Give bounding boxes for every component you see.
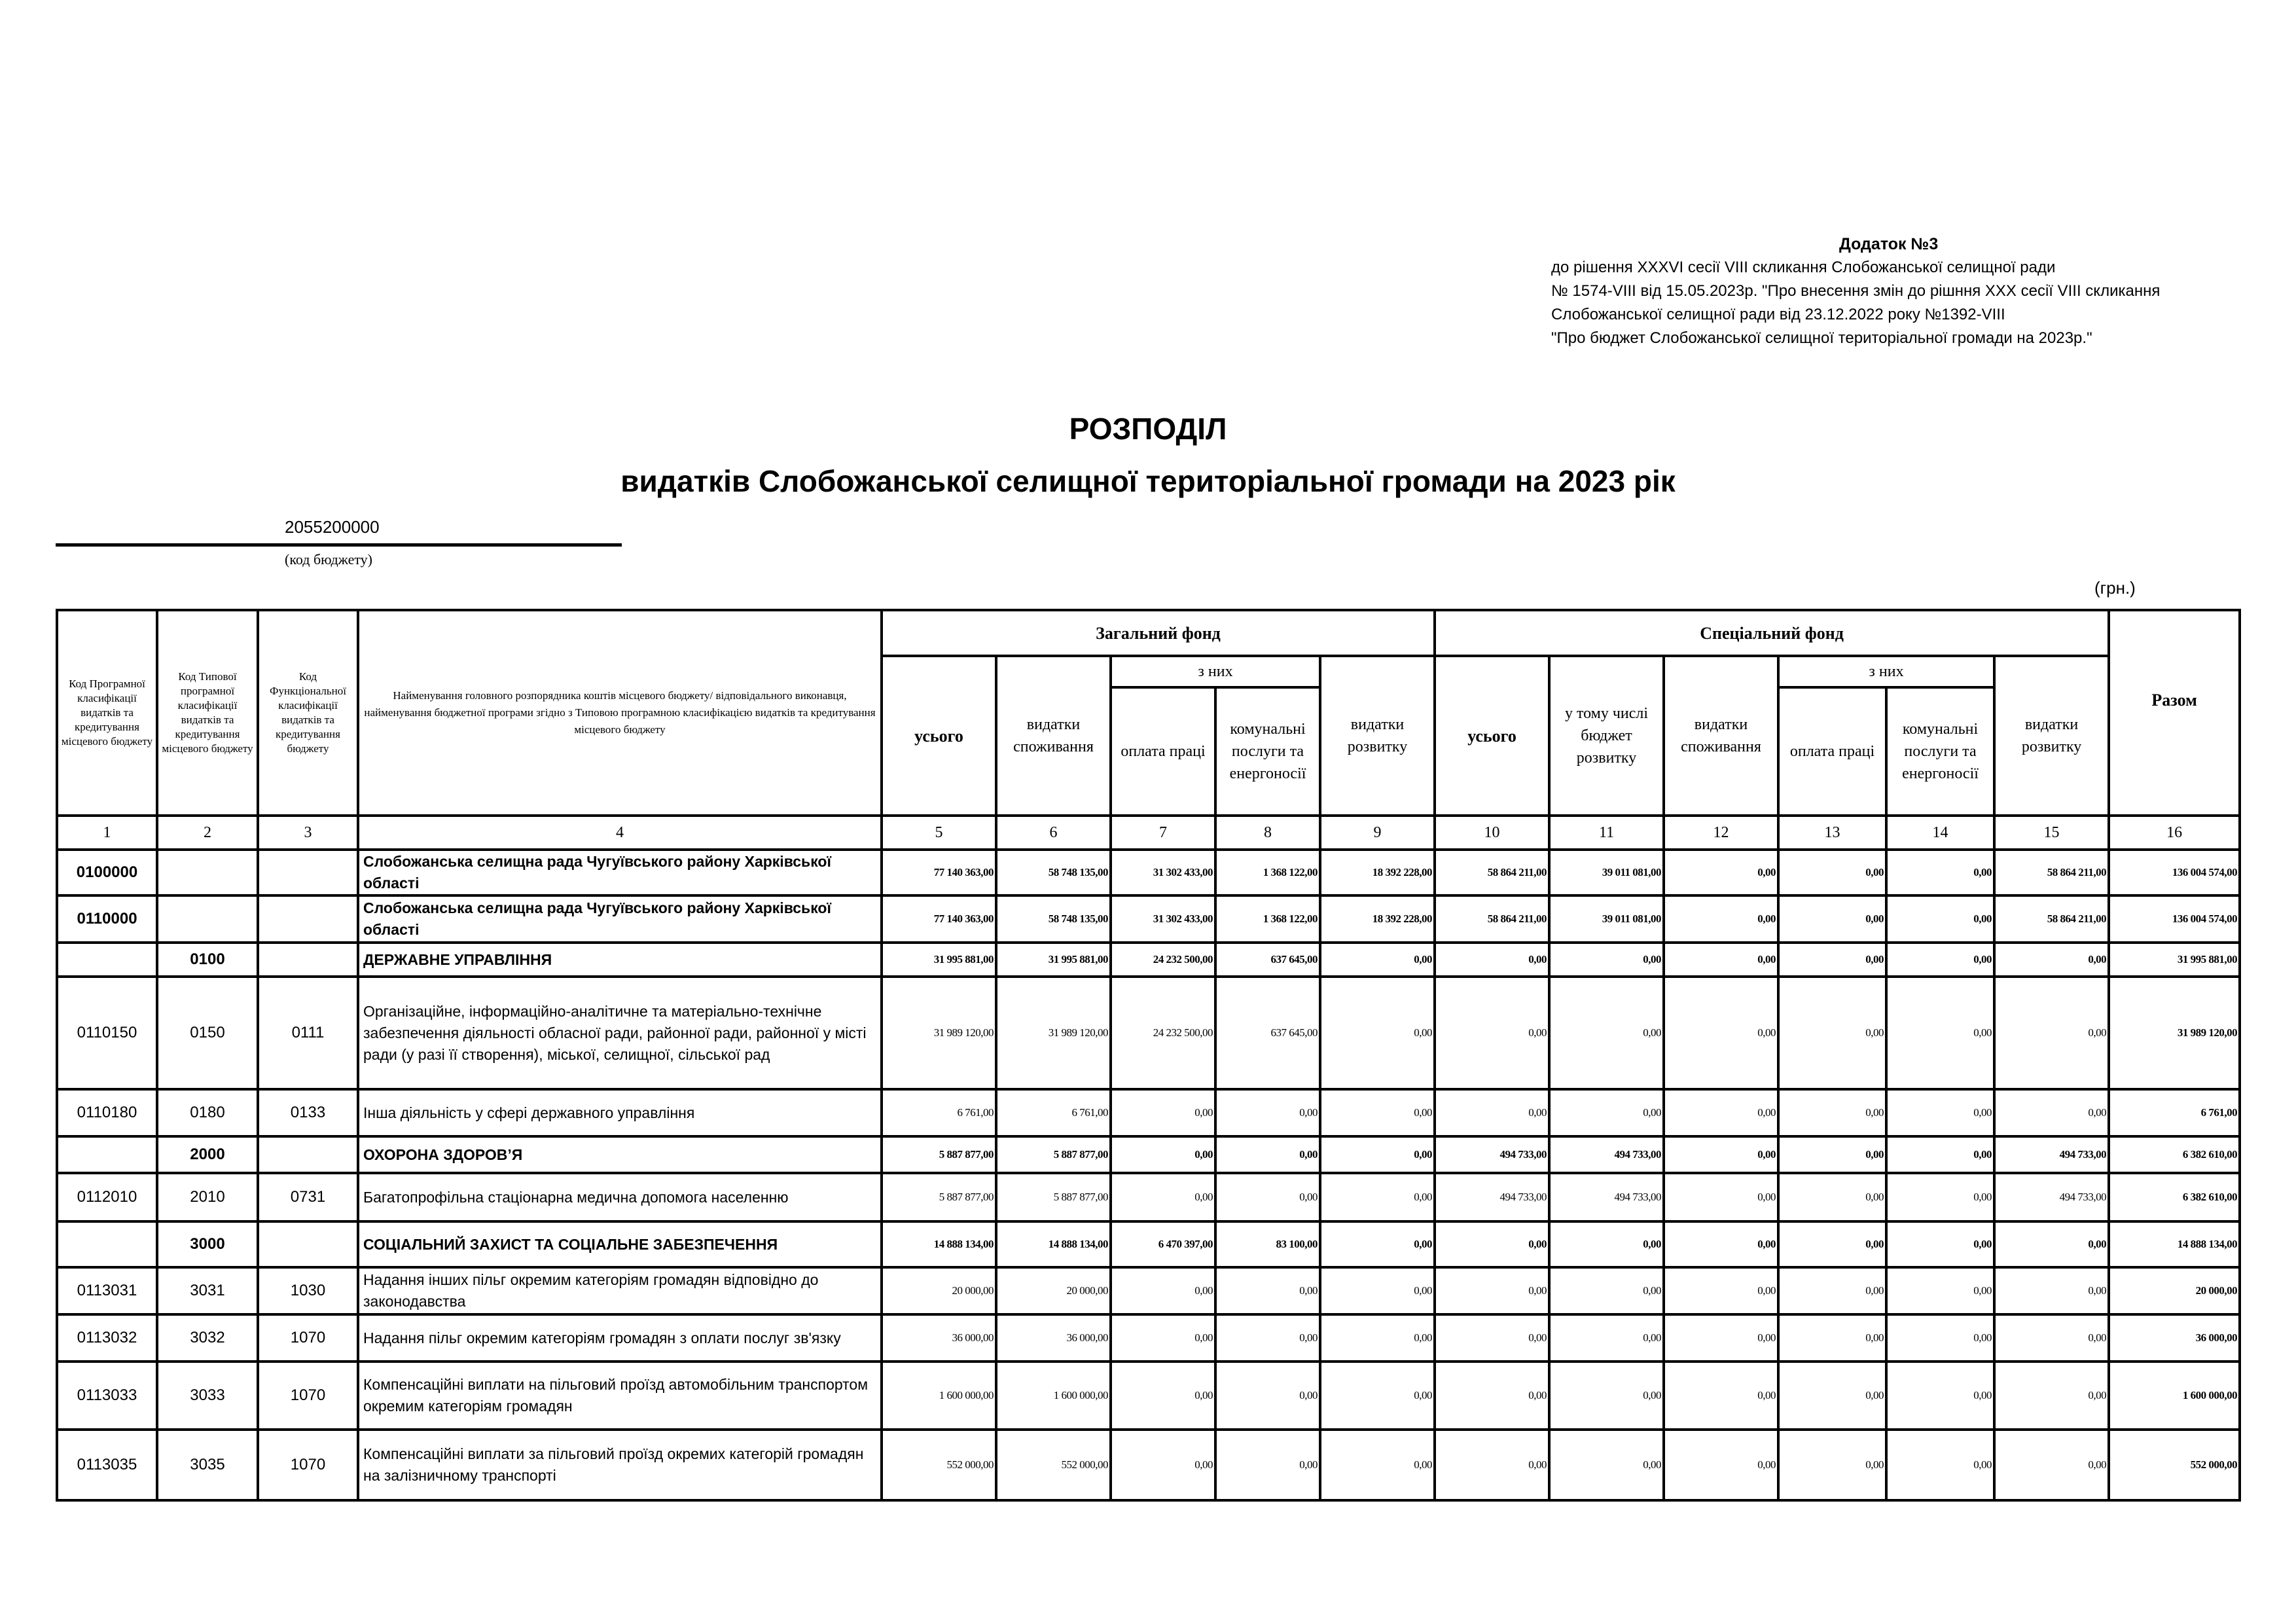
amount-cell: 0,00 [1111,1314,1215,1362]
column-number: 7 [1111,816,1215,850]
amount-cell: 0,00 [1435,1362,1549,1430]
amount-cell: 0,00 [1320,1089,1435,1136]
amount-cell: 31 302 433,00 [1111,895,1215,943]
amount-cell: 0,00 [1435,977,1549,1089]
annex-line: № 1574-VIII від 15.05.2023р. "Про внесення змін до рішння XXX сесії VIII скликання [1551,282,2161,300]
amount-cell: 0,00 [1215,1430,1320,1500]
amount-cell: 0,00 [1778,977,1886,1089]
amount-cell: 5 887 877,00 [996,1136,1111,1173]
amount-cell: 6 470 397,00 [1111,1221,1215,1267]
amount-cell: 31 989 120,00 [996,977,1111,1089]
column-number: 14 [1886,816,1994,850]
header-typical-code: Код Типової програмної класифікації видатків та кредитування місцевого бюджету [157,610,258,816]
column-number: 8 [1215,816,1320,850]
total-amount-cell: 552 000,00 [2109,1430,2240,1500]
program-name-cell: СОЦІАЛЬНИЙ ЗАХИСТ ТА СОЦІАЛЬНЕ ЗАБЕЗПЕЧЕННЯ [358,1221,882,1267]
table-row [57,850,2240,895]
program-name-cell: Компенсаційні виплати на пільговий проїзд автомобільним транспортом окремим категоріям громадян [358,1362,882,1430]
amount-cell: 58 748 135,00 [996,850,1111,895]
amount-cell: 1 368 122,00 [1215,850,1320,895]
table-row [57,1089,2240,1136]
amount-cell: 14 888 134,00 [882,1221,996,1267]
functional-code-cell [258,1136,358,1173]
amount-cell: 0,00 [1320,977,1435,1089]
column-number: 6 [996,816,1111,850]
amount-cell: 0,00 [1549,1430,1664,1500]
program-name-cell: Компенсаційні виплати за пільговий проїзд окремих категорій громадян на залізничному транспорті [358,1430,882,1500]
amount-cell: 0,00 [1215,1173,1320,1221]
amount-cell: 0,00 [1320,1136,1435,1173]
amount-cell: 58 864 211,00 [1994,850,2109,895]
header-functional-code: Код Функціональної класифікації видатків та кредитування бюджету [258,610,358,816]
header-name: Найменування головного розпорядника коштів місцевого бюджету/ відповідального виконавця, найменування бюджетної програми згідно з Типовою програмною класифікацією видатків та кредитування місцевого бюджету [358,610,882,816]
amount-cell: 31 989 120,00 [882,977,996,1089]
total-amount-cell: 36 000,00 [2109,1314,2240,1362]
header-gf-salary: оплата праці [1111,687,1215,816]
amount-cell: 0,00 [1886,1221,1994,1267]
document-subtitle: видатків Слобожанської селищної територіальної громади на 2023 рік [620,464,1676,498]
amount-cell: 0,00 [1778,1267,1886,1314]
typical-code-cell: 0150 [157,977,258,1089]
amount-cell: 0,00 [1994,1089,2109,1136]
amount-cell: 18 392 228,00 [1320,895,1435,943]
table-row [57,895,2240,943]
program-name-cell: Слобожанська селищна рада Чугуївського району Харківської області [358,895,882,943]
column-number: 13 [1778,816,1886,850]
header-gf-total: усього [882,656,996,816]
amount-cell: 0,00 [1549,977,1664,1089]
amount-cell: 24 232 500,00 [1111,943,1215,977]
typical-code-cell: 2000 [157,1136,258,1173]
header-gf-consumption: видатки споживання [996,656,1111,816]
program-name-cell: ДЕРЖАВНЕ УПРАВЛІННЯ [358,943,882,977]
amount-cell: 0,00 [1111,1430,1215,1500]
amount-cell: 0,00 [1664,977,1778,1089]
functional-code-cell: 1070 [258,1362,358,1430]
program-code-cell: 0112010 [57,1173,157,1221]
amount-cell: 1 368 122,00 [1215,895,1320,943]
amount-cell: 0,00 [1435,1089,1549,1136]
amount-cell: 0,00 [1664,1136,1778,1173]
functional-code-cell [258,943,358,977]
amount-cell: 0,00 [1111,1136,1215,1173]
annex-line: "Про бюджет Слобожанської селищної територіальної громади на 2023р." [1551,329,2092,347]
column-number: 4 [358,816,882,850]
amount-cell: 0,00 [1886,1362,1994,1430]
column-number: 11 [1549,816,1664,850]
amount-cell: 494 733,00 [1549,1173,1664,1221]
program-code-cell [57,1136,157,1173]
functional-code-cell: 1070 [258,1314,358,1362]
amount-cell: 494 733,00 [1994,1173,2109,1221]
amount-cell: 0,00 [1320,1362,1435,1430]
budget-code-label: (код бюджету) [285,551,372,568]
program-name-cell: Інша діяльність у сфері державного управління [358,1089,882,1136]
amount-cell: 0,00 [1886,850,1994,895]
amount-cell: 39 011 081,00 [1549,850,1664,895]
total-amount-cell: 6 382 610,00 [2109,1136,2240,1173]
amount-cell: 637 645,00 [1215,977,1320,1089]
amount-cell: 6 761,00 [996,1089,1111,1136]
table-row [57,943,2240,977]
amount-cell: 58 864 211,00 [1435,850,1549,895]
currency-label: (грн.) [2094,578,2136,598]
amount-cell: 0,00 [1435,943,1549,977]
program-name-cell: Багатопрофільна стаціонарна медична допомога населенню [358,1173,882,1221]
amount-cell: 0,00 [1549,1314,1664,1362]
column-number: 9 [1320,816,1435,850]
amount-cell: 0,00 [1549,1362,1664,1430]
column-number: 12 [1664,816,1778,850]
amount-cell: 0,00 [1320,1267,1435,1314]
functional-code-cell: 0111 [258,977,358,1089]
program-code-cell: 0113035 [57,1430,157,1500]
amount-cell: 0,00 [1320,1430,1435,1500]
amount-cell: 0,00 [1778,1314,1886,1362]
amount-cell: 552 000,00 [882,1430,996,1500]
total-amount-cell: 20 000,00 [2109,1267,2240,1314]
document-title: РОЗПОДІЛ [1069,412,1227,446]
amount-cell: 20 000,00 [996,1267,1111,1314]
table-row [57,1136,2240,1173]
amount-cell: 494 733,00 [1435,1136,1549,1173]
functional-code-cell [258,895,358,943]
amount-cell: 24 232 500,00 [1111,977,1215,1089]
table-row [57,1267,2240,1314]
amount-cell: 18 392 228,00 [1320,850,1435,895]
amount-cell: 0,00 [1111,1362,1215,1430]
amount-cell: 0,00 [1664,1089,1778,1136]
table-row [57,1173,2240,1221]
column-number: 1 [57,816,157,850]
amount-cell: 0,00 [1215,1267,1320,1314]
amount-cell: 494 733,00 [1435,1173,1549,1221]
functional-code-cell: 0133 [258,1089,358,1136]
amount-cell: 0,00 [1994,943,2109,977]
amount-cell: 5 887 877,00 [996,1173,1111,1221]
amount-cell: 0,00 [1664,1267,1778,1314]
column-number: 5 [882,816,996,850]
amount-cell: 0,00 [1215,1362,1320,1430]
column-number: 3 [258,816,358,850]
amount-cell: 0,00 [1549,1267,1664,1314]
amount-cell: 58 748 135,00 [996,895,1111,943]
table-row [57,1362,2240,1430]
amount-cell: 0,00 [1886,943,1994,977]
amount-cell: 58 864 211,00 [1994,895,2109,943]
amount-cell: 0,00 [1664,1221,1778,1267]
program-code-cell [57,1221,157,1267]
amount-cell: 0,00 [1778,1430,1886,1500]
amount-cell: 0,00 [1886,1136,1994,1173]
amount-cell: 0,00 [1994,1430,2109,1500]
amount-cell: 0,00 [1320,1314,1435,1362]
total-amount-cell: 14 888 134,00 [2109,1221,2240,1267]
header-sf-salary: оплата праці [1778,687,1886,816]
total-amount-cell: 136 004 574,00 [2109,850,2240,895]
amount-cell: 0,00 [1664,1362,1778,1430]
amount-cell: 0,00 [1886,1267,1994,1314]
typical-code-cell: 3031 [157,1267,258,1314]
table-row [57,1314,2240,1362]
header-general-fund: Загальний фонд [882,610,1435,656]
amount-cell: 36 000,00 [882,1314,996,1362]
amount-cell: 0,00 [1215,1314,1320,1362]
program-code-cell: 0110180 [57,1089,157,1136]
table-body [57,850,2240,1500]
total-amount-cell: 31 995 881,00 [2109,943,2240,977]
amount-cell: 0,00 [1664,850,1778,895]
header-program-code: Код Програмної класифікації видатків та кредитування місцевого бюджету [57,610,157,816]
amount-cell: 83 100,00 [1215,1221,1320,1267]
amount-cell: 0,00 [1886,1173,1994,1221]
amount-cell: 0,00 [1664,895,1778,943]
amount-cell: 637 645,00 [1215,943,1320,977]
functional-code-cell: 0731 [258,1173,358,1221]
program-code-cell: 0110000 [57,895,157,943]
header-sf-utilities: комунальні послуги та енергоносії [1886,687,1994,816]
typical-code-cell: 0180 [157,1089,258,1136]
functional-code-cell [258,1221,358,1267]
program-code-cell: 0113033 [57,1362,157,1430]
amount-cell: 0,00 [1549,1221,1664,1267]
amount-cell: 0,00 [1664,1314,1778,1362]
amount-cell: 494 733,00 [1994,1136,2109,1173]
program-name-cell: Надання пільг окремим категоріям громадян з оплати послуг зв'язку [358,1314,882,1362]
typical-code-cell [157,850,258,895]
annex-line: Слобожанської селищної ради від 23.12.2022 року №1392-VIII [1551,306,2005,323]
annex-line: до рішення XXXVI сесії VIII скликання Слобожанської селищної ради [1551,259,2056,276]
header-sf-consumption: видатки споживання [1664,656,1778,816]
total-amount-cell: 6 761,00 [2109,1089,2240,1136]
column-number: 15 [1994,816,2109,850]
amount-cell: 77 140 363,00 [882,850,996,895]
amount-cell: 0,00 [1111,1173,1215,1221]
amount-cell: 0,00 [1886,1314,1994,1362]
amount-cell: 0,00 [1778,1173,1886,1221]
amount-cell: 0,00 [1320,943,1435,977]
functional-code-cell [258,850,358,895]
amount-cell: 0,00 [1549,1089,1664,1136]
typical-code-cell: 3032 [157,1314,258,1362]
budget-code-underline [56,543,622,547]
header-sf-development: видатки розвитку [1994,656,2109,816]
annex-header [1551,232,2271,350]
amount-cell: 0,00 [1435,1430,1549,1500]
amount-cell: 0,00 [1320,1173,1435,1221]
column-number-row [57,816,2240,850]
typical-code-cell: 0100 [157,943,258,977]
amount-cell: 6 761,00 [882,1089,996,1136]
total-amount-cell: 136 004 574,00 [2109,895,2240,943]
amount-cell: 5 887 877,00 [882,1173,996,1221]
program-name-cell: Слобожанська селищна рада Чугуївського району Харківської області [358,850,882,895]
typical-code-cell: 3000 [157,1221,258,1267]
annex-title: Додаток №3 [1839,235,1939,253]
program-name-cell: Надання інших пільг окремим категоріям громадян відповідно до законодавства [358,1267,882,1314]
budget-distribution-table [56,609,2241,1502]
amount-cell: 0,00 [1778,895,1886,943]
amount-cell: 552 000,00 [996,1430,1111,1500]
amount-cell: 0,00 [1778,1136,1886,1173]
typical-code-cell: 3035 [157,1430,258,1500]
program-name-cell: ОХОРОНА ЗДОРОВ’Я [358,1136,882,1173]
program-code-cell: 0113032 [57,1314,157,1362]
header-sf-total: усього [1435,656,1549,816]
budget-code-value: 2055200000 [285,517,380,537]
amount-cell: 77 140 363,00 [882,895,996,943]
program-code-cell: 0100000 [57,850,157,895]
amount-cell: 0,00 [1886,1089,1994,1136]
amount-cell: 494 733,00 [1549,1136,1664,1173]
header-gf-development: видатки розвитку [1320,656,1435,816]
program-name-cell: Організаційне, інформаційно-аналітичне та матеріально-технічне забезпечення діяльності обласної ради, районної ради, районної у місті ради (у разі її створення), міської, селищної, сільської рад [358,977,882,1089]
header-sf-incl-dev-budget: у тому числі бюджет розвитку [1549,656,1664,816]
amount-cell: 39 011 081,00 [1549,895,1664,943]
amount-cell: 0,00 [1994,1267,2109,1314]
header-special-fund: Спеціальний фонд [1435,610,2109,656]
amount-cell: 0,00 [1549,943,1664,977]
functional-code-cell: 1070 [258,1430,358,1500]
amount-cell: 0,00 [1994,1314,2109,1362]
amount-cell: 31 995 881,00 [882,943,996,977]
total-amount-cell: 31 989 120,00 [2109,977,2240,1089]
column-number: 2 [157,816,258,850]
amount-cell: 0,00 [1215,1136,1320,1173]
amount-cell: 0,00 [1886,895,1994,943]
header-total: Разом [2109,610,2240,816]
amount-cell: 0,00 [1435,1221,1549,1267]
typical-code-cell [157,895,258,943]
amount-cell: 14 888 134,00 [996,1221,1111,1267]
amount-cell: 0,00 [1886,977,1994,1089]
amount-cell: 0,00 [1778,1221,1886,1267]
amount-cell: 31 302 433,00 [1111,850,1215,895]
amount-cell: 0,00 [1320,1221,1435,1267]
table-row [57,1221,2240,1267]
amount-cell: 0,00 [1111,1089,1215,1136]
typical-code-cell: 2010 [157,1173,258,1221]
functional-code-cell: 1030 [258,1267,358,1314]
amount-cell: 20 000,00 [882,1267,996,1314]
header-gf-of-which: з них [1111,656,1320,687]
program-code-cell: 0110150 [57,977,157,1089]
amount-cell: 1 600 000,00 [996,1362,1111,1430]
typical-code-cell: 3033 [157,1362,258,1430]
header-gf-utilities: комунальні послуги та енергоносії [1215,687,1320,816]
amount-cell: 31 995 881,00 [996,943,1111,977]
amount-cell: 0,00 [1664,943,1778,977]
program-code-cell [57,943,157,977]
amount-cell: 0,00 [1778,1089,1886,1136]
amount-cell: 0,00 [1111,1267,1215,1314]
amount-cell: 0,00 [1994,1362,2109,1430]
amount-cell: 0,00 [1778,1362,1886,1430]
amount-cell: 0,00 [1215,1089,1320,1136]
amount-cell: 0,00 [1435,1314,1549,1362]
amount-cell: 0,00 [1886,1430,1994,1500]
amount-cell: 0,00 [1994,1221,2109,1267]
total-amount-cell: 6 382 610,00 [2109,1173,2240,1221]
total-amount-cell: 1 600 000,00 [2109,1362,2240,1430]
amount-cell: 5 887 877,00 [882,1136,996,1173]
header-sf-of-which: з них [1778,656,1994,687]
amount-cell: 0,00 [1994,977,2109,1089]
amount-cell: 1 600 000,00 [882,1362,996,1430]
amount-cell: 0,00 [1435,1267,1549,1314]
column-number: 16 [2109,816,2240,850]
amount-cell: 36 000,00 [996,1314,1111,1362]
table-row [57,1430,2240,1500]
table-row [57,977,2240,1089]
amount-cell: 0,00 [1778,850,1886,895]
column-number: 10 [1435,816,1549,850]
amount-cell: 0,00 [1778,943,1886,977]
amount-cell: 0,00 [1664,1173,1778,1221]
amount-cell: 58 864 211,00 [1435,895,1549,943]
program-code-cell: 0113031 [57,1267,157,1314]
amount-cell: 0,00 [1664,1430,1778,1500]
